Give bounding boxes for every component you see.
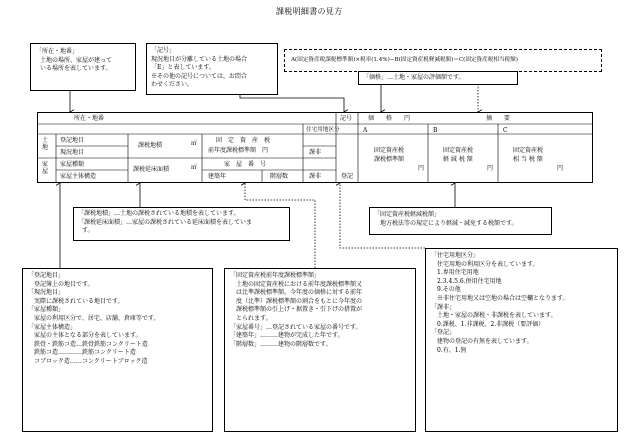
callout-line: とられます。 (236, 314, 272, 322)
c-text-2: 相 当 税 額 (513, 156, 543, 163)
callout-line: 「階層数」………建物の階層数です。 (230, 340, 332, 348)
callout-line: 2.3.4.5.6.併用住宅用地 (437, 277, 502, 285)
callout-line: 土地の場所、家屋が建って (40, 56, 113, 64)
callout-line: 「住宅用地区分」 (431, 252, 480, 259)
label-kenchikunen: 建築年 (208, 173, 227, 180)
callout-keigen (369, 207, 552, 235)
callout-kubun (425, 248, 618, 432)
callout-line: 「課税延床面積」…家屋の課税されている延床面積を表していま (78, 218, 253, 226)
callout-line: 「記号」 (151, 47, 176, 54)
callout-line: 「所在・地番」 (36, 48, 79, 55)
b-text-2: 軽 減 税 額 (443, 156, 473, 163)
a-text-1: 固定資産税 (374, 147, 405, 154)
callout-line: 住宅用地の利用区分を表しています。 (437, 260, 539, 268)
callout-line: 鉄骨・鉄筋コ造…鉄骨鉄筋コンクリート造 (34, 340, 148, 348)
label-kaoku-kouzou: 家屋主体構造 (60, 173, 97, 180)
callout-line: 「課税地積」…土地の課税されている地積を表しています。 (78, 210, 240, 217)
callout-zennendo (224, 268, 416, 432)
callout-line: 「現況地目」 (28, 289, 65, 297)
callout-line: 土地・家屋の課税・非課税を表しています。 (437, 312, 557, 320)
callout-line: 家屋の利用区分で、居宅、店舗、倉庫等です。 (34, 314, 160, 322)
label-tochi: 土地 (42, 137, 49, 151)
callout-line: 「価格」…土地・家屋の評価額です。 (363, 74, 465, 81)
c-text-3: 円 (557, 165, 564, 172)
callout-line: 登記簿上の地目です。 (34, 280, 94, 288)
callout-line: 度（比準）課税標準額の割合をもとに今年度の (236, 297, 363, 305)
callout-line: 「家屋主体構造」 (28, 323, 77, 331)
label-kahi-kaoku: 課非 (309, 173, 322, 180)
callout-line: 実際に課税されている地目です。 (34, 297, 124, 305)
label-kahi-tochi: 課非 (309, 149, 322, 156)
callout-line: 鉄筋コ造…………鉄筋コンクリート造 (34, 349, 136, 357)
callout-line: 0.有、1.無 (437, 346, 467, 354)
callout-chimoku (22, 268, 213, 432)
label-a: A (363, 127, 368, 134)
a-text-2: 課税標準額 (374, 156, 405, 163)
label-b: B (433, 127, 438, 134)
callout-line: 課税標準額の引上げ・据置き・引下げの措置が (236, 306, 363, 314)
callout-line: 9.その他 (437, 286, 461, 294)
a-text-3: 円 (418, 165, 425, 172)
callout-line: 地方税法等の規定により軽減・減免する税額です。 (380, 219, 518, 227)
callout-menseki (73, 207, 290, 241)
unit-m2-yuka: ㎡ (191, 164, 198, 171)
label-genkyo-chimoku: 現況地目 (60, 149, 85, 156)
page-title: 課税明細書の見方 (276, 7, 343, 16)
callout-line: わせください。 (151, 81, 194, 89)
label-jutaku-kubun: 住宅用地区分 (306, 127, 340, 133)
label-kaoku-bangou: 家 屋 番 号 (224, 161, 267, 168)
callout-line: 家屋の主体となる部分を表しています。 (34, 332, 142, 340)
callout-kakaku (358, 71, 518, 85)
callout-line: す。 (82, 227, 94, 235)
callout-line: 「固定資産税前年度課税標準額」 (230, 272, 321, 279)
callout-line: 「固定資産税軽減税額」 (374, 211, 441, 218)
callout-line: 0.課税、1.非課税、2.非課税（要評価） (437, 320, 545, 328)
callout-line: ※その他の記号については、お問合 (151, 72, 247, 80)
label-touki: 登記 (341, 173, 354, 180)
callout-line: 「E」と表しています。 (151, 64, 215, 72)
callout-line: 「建築年」………建物が完成した年です。 (230, 332, 344, 340)
callout-line: 「家屋番号」…登記されている家屋の番号です。 (230, 323, 362, 331)
label-kaoku: 家屋 (42, 161, 49, 175)
b-text-3: 円 (487, 165, 494, 172)
callout-line: 土地の固定資産税における前年度課税標準額又 (236, 280, 363, 288)
label-c: C (503, 127, 508, 134)
label-kaisou: 階層数 (270, 173, 289, 180)
callout-line: 「課非」 (431, 303, 456, 311)
label-kazei-chiseki: 課税地積 (138, 142, 163, 149)
callout-line: コブロック造……コンクリートブロック造 (34, 357, 148, 365)
header-kakaku: 価 格 円 (368, 115, 411, 122)
arrow-kigou (240, 93, 344, 112)
tax-detail-table (37, 112, 593, 183)
header-tekiyou: 摘 要 (486, 115, 511, 122)
c-text-1: 固定資産税 (513, 147, 544, 154)
callout-kigou (146, 43, 278, 95)
label-kaoku-shurui: 家屋種類 (60, 161, 85, 168)
callout-line: いる場所を表しています。 (40, 65, 112, 73)
unit-m2-chiseki: ㎡ (191, 140, 198, 147)
label-toki-chimoku: 登記地目 (60, 137, 85, 144)
label-kazei-yuka: 課税延床面積 (133, 166, 170, 173)
callout-line: は比準課税標準額。今年度の価格に対する前年 (236, 289, 363, 297)
callout-line: 「登記」 (431, 329, 456, 337)
b-text-1: 固定資産税 (443, 147, 474, 154)
header-shozai: 所在・地番 (74, 115, 105, 122)
callout-line: 現況地目が分離している土地の場合 (151, 55, 248, 63)
callout-line: 建物の登記の有無を表しています。 (437, 337, 533, 345)
label-zennendo-2: 前年度課税標準額 円 (208, 147, 269, 154)
label-zennendo-1: 固 定 資 産 税 (216, 137, 271, 144)
header-kigou: 記号 (340, 115, 353, 122)
callout-shozai (30, 43, 136, 91)
callout-line: 1.専用住宅用地 (437, 269, 479, 277)
formula-box (284, 49, 602, 72)
formula-text: A(固定資産税課税標準額)×税率(1.4%)−B(固定資産税軽減税額)＝C(固定資産税相当税額) (291, 57, 518, 63)
callout-line: ※非住宅用地又は空地の場合は空欄となります。 (437, 294, 569, 302)
callout-line: 「家屋種類」 (28, 306, 65, 314)
callout-line: 「登記地目」 (28, 272, 65, 279)
